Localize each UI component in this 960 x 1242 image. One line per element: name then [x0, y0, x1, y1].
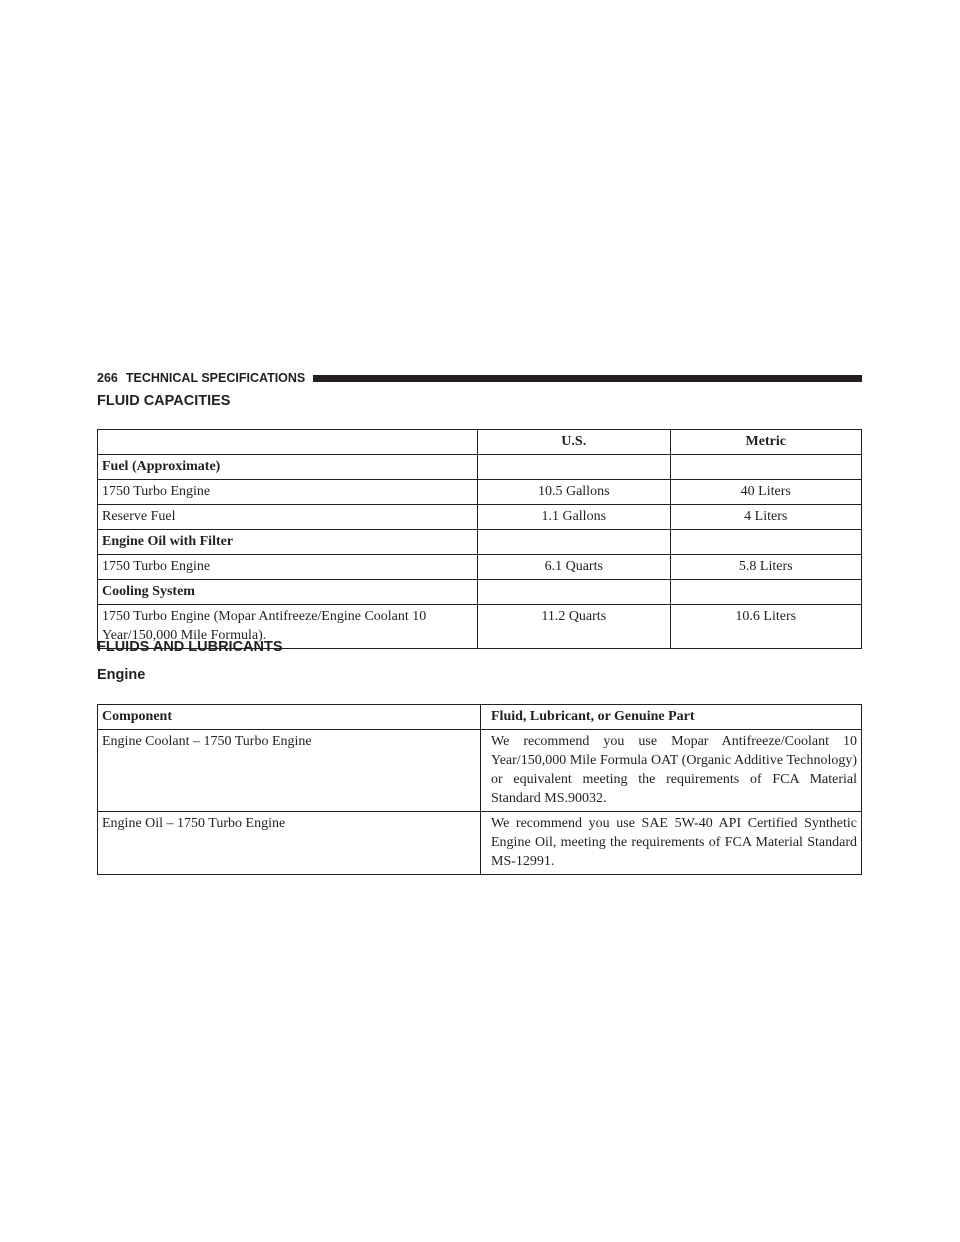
table-row — [98, 530, 862, 555]
page-header — [97, 370, 862, 386]
fluid-cell: We recommend you use SAE 5W-40 API Certified Synthetic Engine Oil, meeting the requirements of FCA Material Standard MS-12991. — [481, 812, 862, 875]
fluids-lubricants-heading: FLUIDS AND LUBRICANTS — [97, 639, 283, 655]
engine-subheading: Engine — [97, 667, 146, 683]
us-value: 11.2 Quarts — [478, 605, 670, 649]
metric-value — [670, 580, 862, 605]
us-value: 1.1 Gallons — [478, 505, 670, 530]
table-row — [98, 812, 862, 875]
row-label: 1750 Turbo Engine (Mopar Antifreeze/Engine Coolant 10 Year/150,000 Mile Formula). — [98, 605, 478, 649]
table-header-row — [98, 705, 862, 730]
fluids-lubricants-table — [97, 704, 862, 875]
table-row — [98, 580, 862, 605]
row-label: 1750 Turbo Engine — [98, 480, 478, 505]
table-row — [98, 480, 862, 505]
us-value: 10.5 Gallons — [478, 480, 670, 505]
row-label: Fuel (Approximate) — [98, 455, 478, 480]
column-header: Component — [98, 705, 481, 730]
column-header: U.S. — [478, 430, 670, 455]
us-value — [478, 455, 670, 480]
column-header: Fluid, Lubricant, or Genuine Part — [481, 705, 862, 730]
table-row — [98, 455, 862, 480]
component-cell: Engine Coolant – 1750 Turbo Engine — [98, 730, 481, 812]
us-value — [478, 580, 670, 605]
column-header — [98, 430, 478, 455]
metric-value — [670, 530, 862, 555]
table-row — [98, 730, 862, 812]
table-row — [98, 505, 862, 530]
metric-value — [670, 455, 862, 480]
row-label: Engine Oil with Filter — [98, 530, 478, 555]
row-label: Cooling System — [98, 580, 478, 605]
column-header: Metric — [670, 430, 862, 455]
fluid-capacities-table — [97, 429, 862, 649]
component-cell: Engine Oil – 1750 Turbo Engine — [98, 812, 481, 875]
metric-value: 40 Liters — [670, 480, 862, 505]
fluid-capacities-heading: FLUID CAPACITIES — [97, 393, 231, 409]
us-value: 6.1 Quarts — [478, 555, 670, 580]
row-label: 1750 Turbo Engine — [98, 555, 478, 580]
metric-value: 10.6 Liters — [670, 605, 862, 649]
section-title: TECHNICAL SPECIFICATIONS — [125, 371, 306, 385]
metric-value: 5.8 Liters — [670, 555, 862, 580]
row-label: Reserve Fuel — [98, 505, 478, 530]
header-rule — [313, 375, 862, 382]
table-row — [98, 555, 862, 580]
fluid-cell: We recommend you use Mopar Antifreeze/Coolant 10 Year/150,000 Mile Formula OAT (Organic Additive Technology) or equivalent meeting the requirements of FCA Material Standard MS.90032. — [481, 730, 862, 812]
metric-value: 4 Liters — [670, 505, 862, 530]
us-value — [478, 530, 670, 555]
table-header-row — [98, 430, 862, 455]
page-number: 266 — [97, 371, 118, 385]
